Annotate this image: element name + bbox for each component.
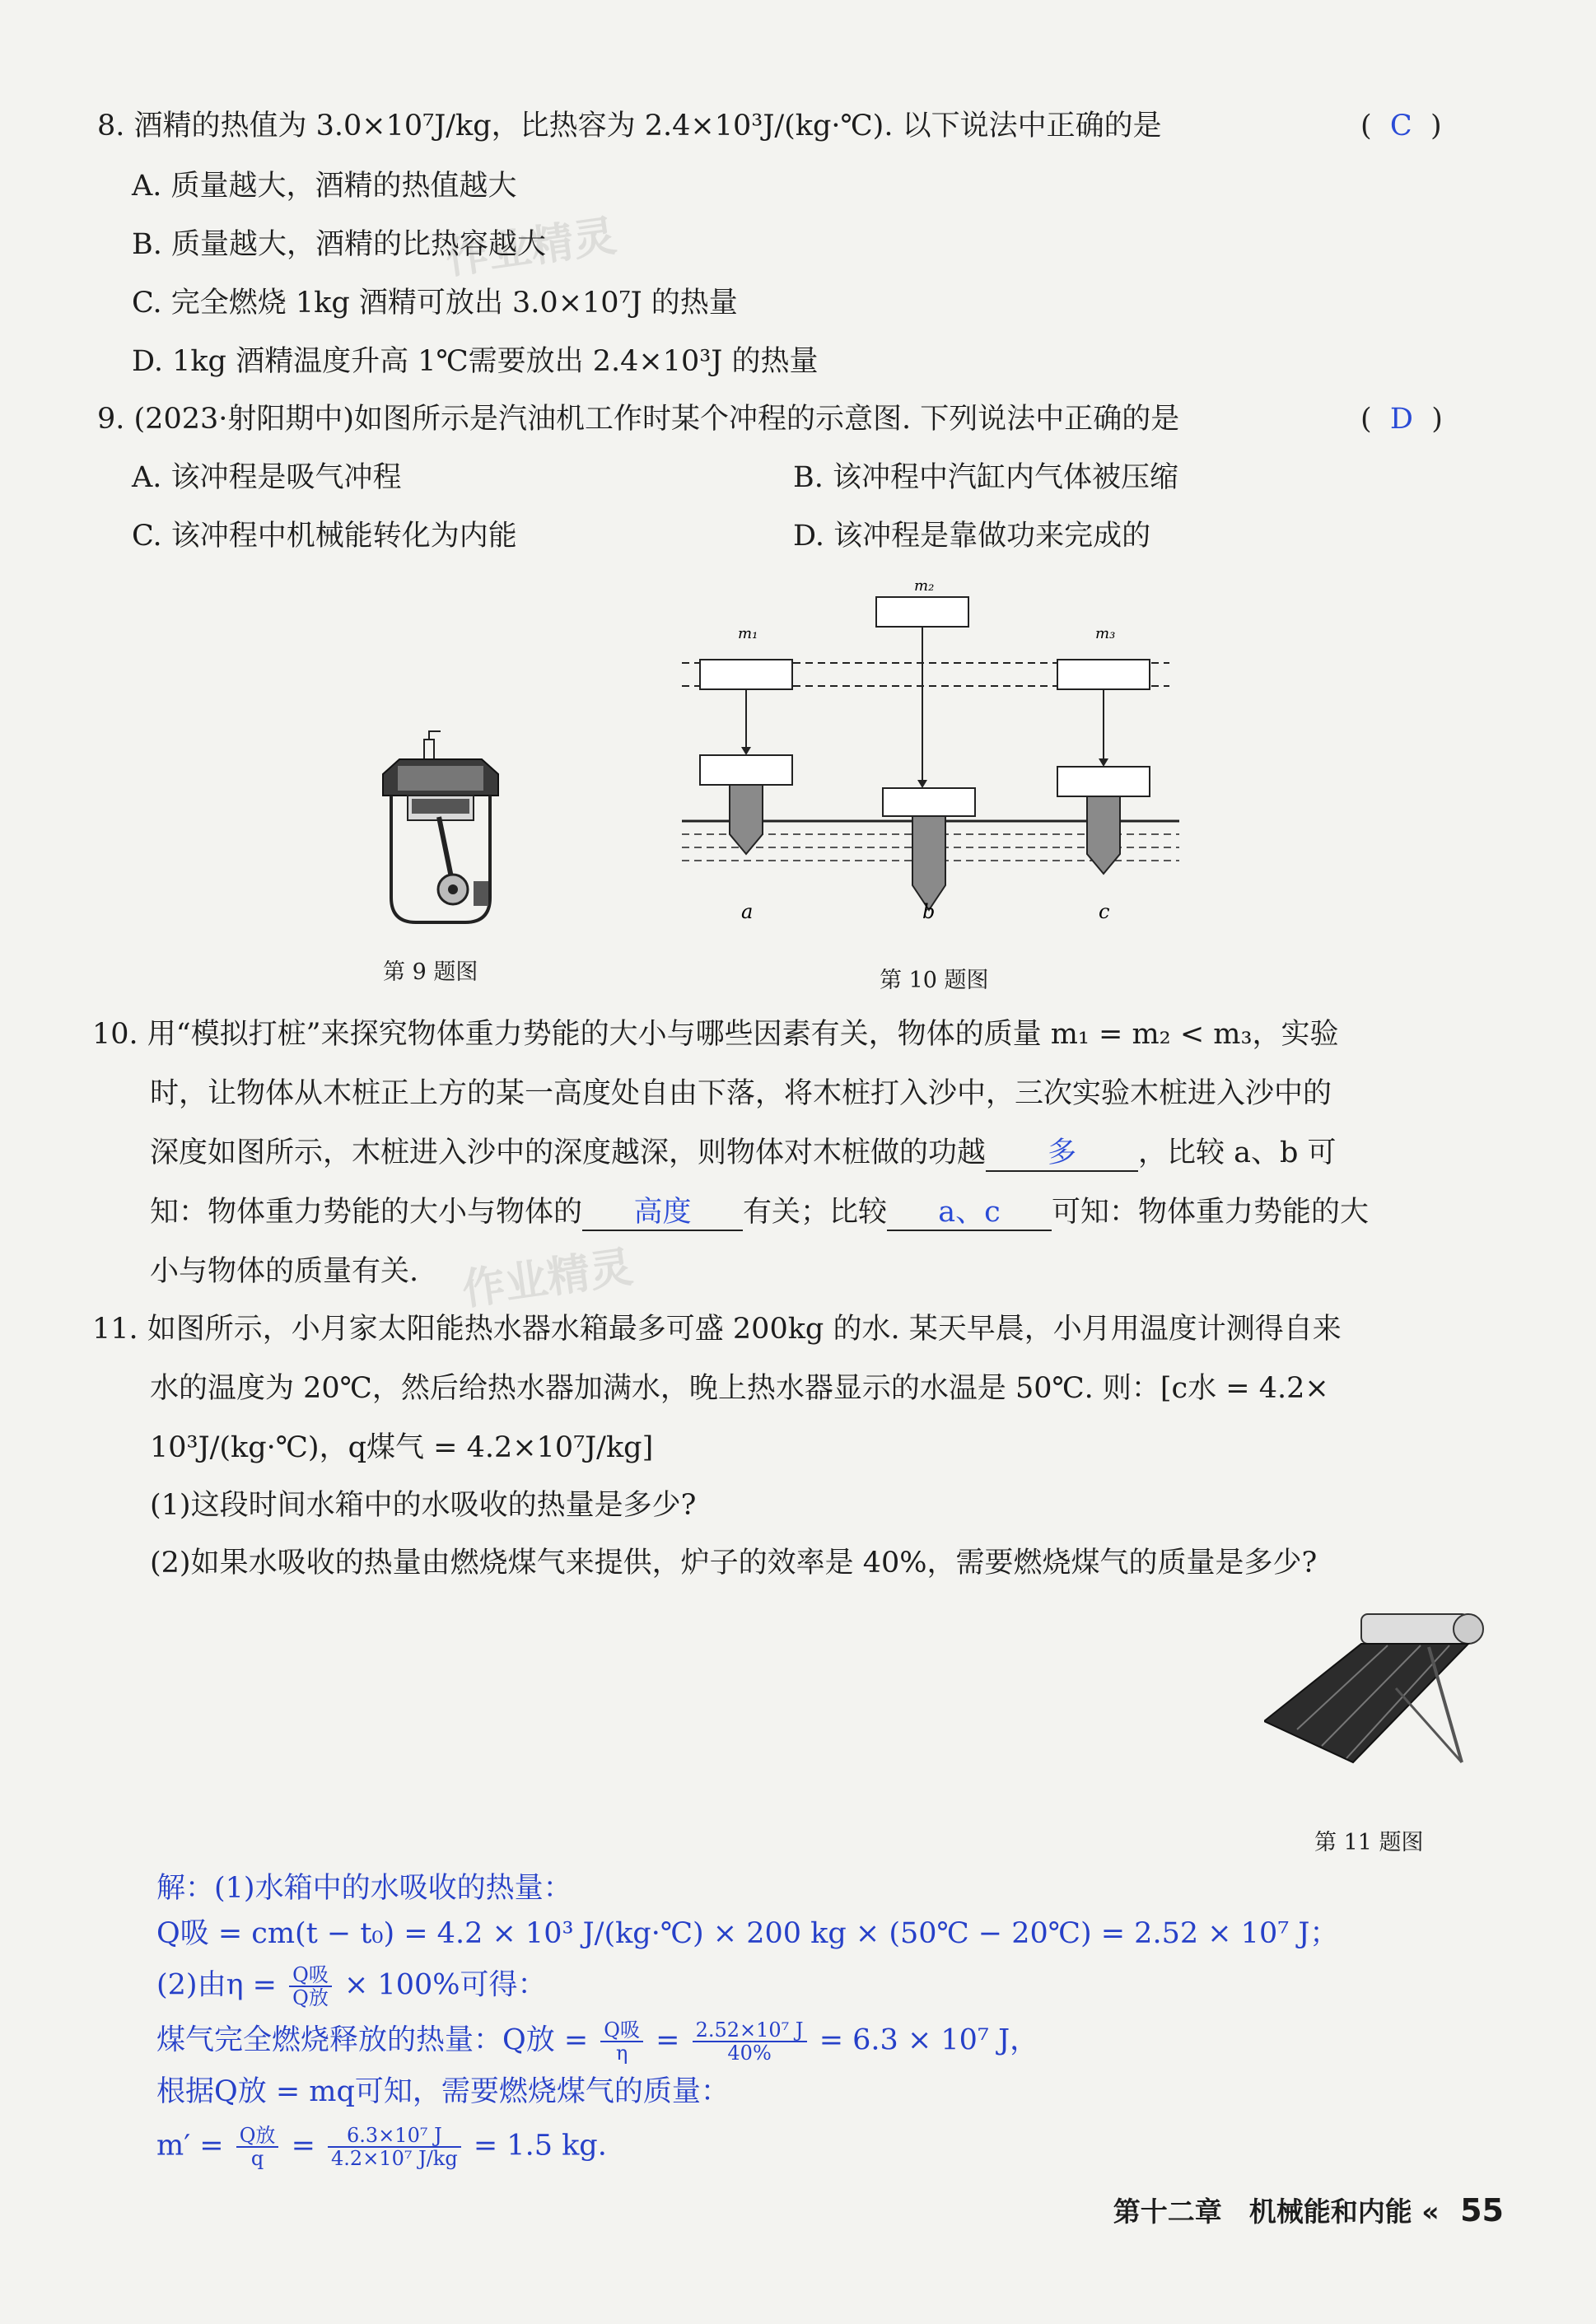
q8-stem: 8. 酒精的热值为 3.0×10⁷J/kg，比热容为 2.4×10³J/(kg·℃). 以下说法中正确的是 [97,110,1162,142]
mass-block-m3 [1057,660,1150,689]
q9-answer-paren: ( D ) [1360,403,1443,436]
solution-line-1: 解：(1)水箱中的水吸收的热量： [156,1872,572,1905]
fraction: $\frac{\text{Q吸}}{\text{Q放}}$ [289,1964,332,2009]
mass-label-m2: m₂ [914,577,935,595]
solution-line-2: Q吸 = cm(t − t₀) = 4.2 × 10³ J/(kg·℃) × 200 kg × (50℃ − 20℃) = 2.52 × 10⁷ J； [156,1917,1339,1950]
q11-line-1: 11. 如图所示，小月家太阳能热水器水箱最多可盛 200kg 的水. 某天早晨，小月用温度计测得自来 [92,1313,1342,1346]
stake-label-b: b [922,900,936,923]
mass-label-m3: m₃ [1095,625,1116,642]
q8-option-b: B. 质量越大，酒精的比热容越大 [132,228,546,261]
arrow-down-icon [1099,758,1108,767]
q9-option-b: B. 该冲程中汽缸内气体被压缩 [793,461,1178,494]
q8-answer-paren: ( C ) [1360,110,1442,142]
q9-option-d: D. 该冲程是靠做功来完成的 [793,520,1151,553]
solution-line-5: 根据Q放 = mq可知，需要燃烧煤气的质量： [156,2075,730,2108]
blank-2: 高度 [582,1195,743,1231]
q10-line-4: 知：物体重力势能的大小与物体的 高度 有关；比较 a、c 可知：物体重力势能的大 [150,1193,1369,1231]
solution-line-3: (2)由η = $\frac{\text{Q吸}}{\text{Q放}}$ × 100%可得： [156,1963,547,2009]
mass-block-m1 [700,660,792,689]
double-chevron-left-icon: « [1421,2196,1440,2228]
blank-3: a、c [887,1195,1052,1231]
q10-line-2: 时，让物体从木桩正上方的某一高度处自由下落，将木桩打入沙中，三次实验木桩进入沙中的 [150,1077,1332,1110]
q8-option-c: C. 完全燃烧 1kg 酒精可放出 3.0×10⁷J 的热量 [132,287,738,320]
stake-head-b [883,788,975,816]
arrow-down-icon [917,780,927,788]
mass-block-m2 [876,597,968,627]
q11-sub-1: (1)这段时间水箱中的水吸收的热量是多少? [150,1489,697,1522]
stake-head-c [1057,767,1150,796]
fraction: $\frac{\text{6.3×10⁷ J}}{\text{4.2×10⁷ J/kg}}$ [328,2125,461,2169]
fig10-caption: 第 10 题图 [880,968,989,993]
watermark: 作业精灵 [459,1242,636,1316]
fraction: $\frac{\text{Q放}}{q}$ [236,2125,279,2169]
pile-driving-diagram [675,572,1186,939]
q11-line-3: 10³J/(kg·℃)，q煤气 = 4.2×10⁷J/kg] [150,1431,654,1464]
stake-label-c: c [1099,900,1110,923]
page-number: 55 [1460,2192,1504,2228]
blank-1: 多 [986,1136,1138,1172]
engine-diagram [375,725,506,931]
q10-line-5: 小与物体的质量有关. [150,1255,419,1288]
q11-line-2: 水的温度为 20℃，然后给热水器加满水，晚上热水器显示的水温是 50℃. 则：[c水 = 4.2× [150,1372,1329,1405]
solution-line-6: m′ = $\frac{\text{Q放}}{q}$ = $\frac{\text{6.3×10⁷ J}}{\text{4.2×10⁷ J/kg}}$ = 1.5 kg. [156,2124,607,2170]
q9-answer: D [1389,403,1413,436]
stake-c [1087,796,1120,874]
watermark: 作业精灵 [442,211,619,285]
chapter-title: 第十二章 机械能和内能 [1113,2196,1412,2228]
q10-line-1: 10. 用“模拟打桩”来探究物体重力势能的大小与哪些因素有关，物体的质量 m₁ = m₂ < m₃，实验 [92,1018,1339,1051]
fraction: $\frac{\text{Q吸}}{\eta}$ [600,2019,643,2064]
arrow-down-icon [741,747,751,755]
stake-a [730,785,763,854]
q10-line-3: 深度如图所示，木桩进入沙中的深度越深，则物体对木桩做的功越 多 ，比较 a、b 可 [150,1134,1337,1172]
solution-line-4: 煤气完全燃烧释放的热量：Q放 = $\frac{\text{Q吸}}{\eta}$ = $\frac{\text{2.52×10⁷ J}}{40\%}$ = 6.3 × 10⁷ J， [156,2018,1039,2065]
fig9-caption: 第 9 题图 [383,959,478,985]
q8-option-a: A. 质量越大，酒精的热值越大 [132,170,517,203]
stake-head-a [700,755,792,785]
stake-b [912,816,945,910]
page-footer [1113,2191,1504,2229]
q11-sub-2: (2)如果水吸收的热量由燃烧煤气来提供，炉子的效率是 40%，需要燃烧煤气的质量是多少? [150,1547,1318,1580]
q8-option-d: D. 1kg 酒精温度升高 1℃需要放出 2.4×10³J 的热量 [132,345,819,378]
mass-label-m1: m₁ [738,625,758,642]
solar-water-heater-image [1264,1598,1486,1787]
q8-answer: C [1389,110,1412,142]
q9-option-c: C. 该冲程中机械能转化为内能 [132,520,517,553]
q9-option-a: A. 该冲程是吸气冲程 [132,461,402,494]
fraction: $\frac{\text{2.52×10⁷ J}}{40\%}$ [693,2019,807,2064]
stake-label-a: a [741,900,754,923]
q9-stem: 9. (2023·射阳期中)如图所示是汽油机工作时某个冲程的示意图. 下列说法中正确的是 [97,403,1180,436]
fig11-caption: 第 11 题图 [1314,1830,1424,1855]
